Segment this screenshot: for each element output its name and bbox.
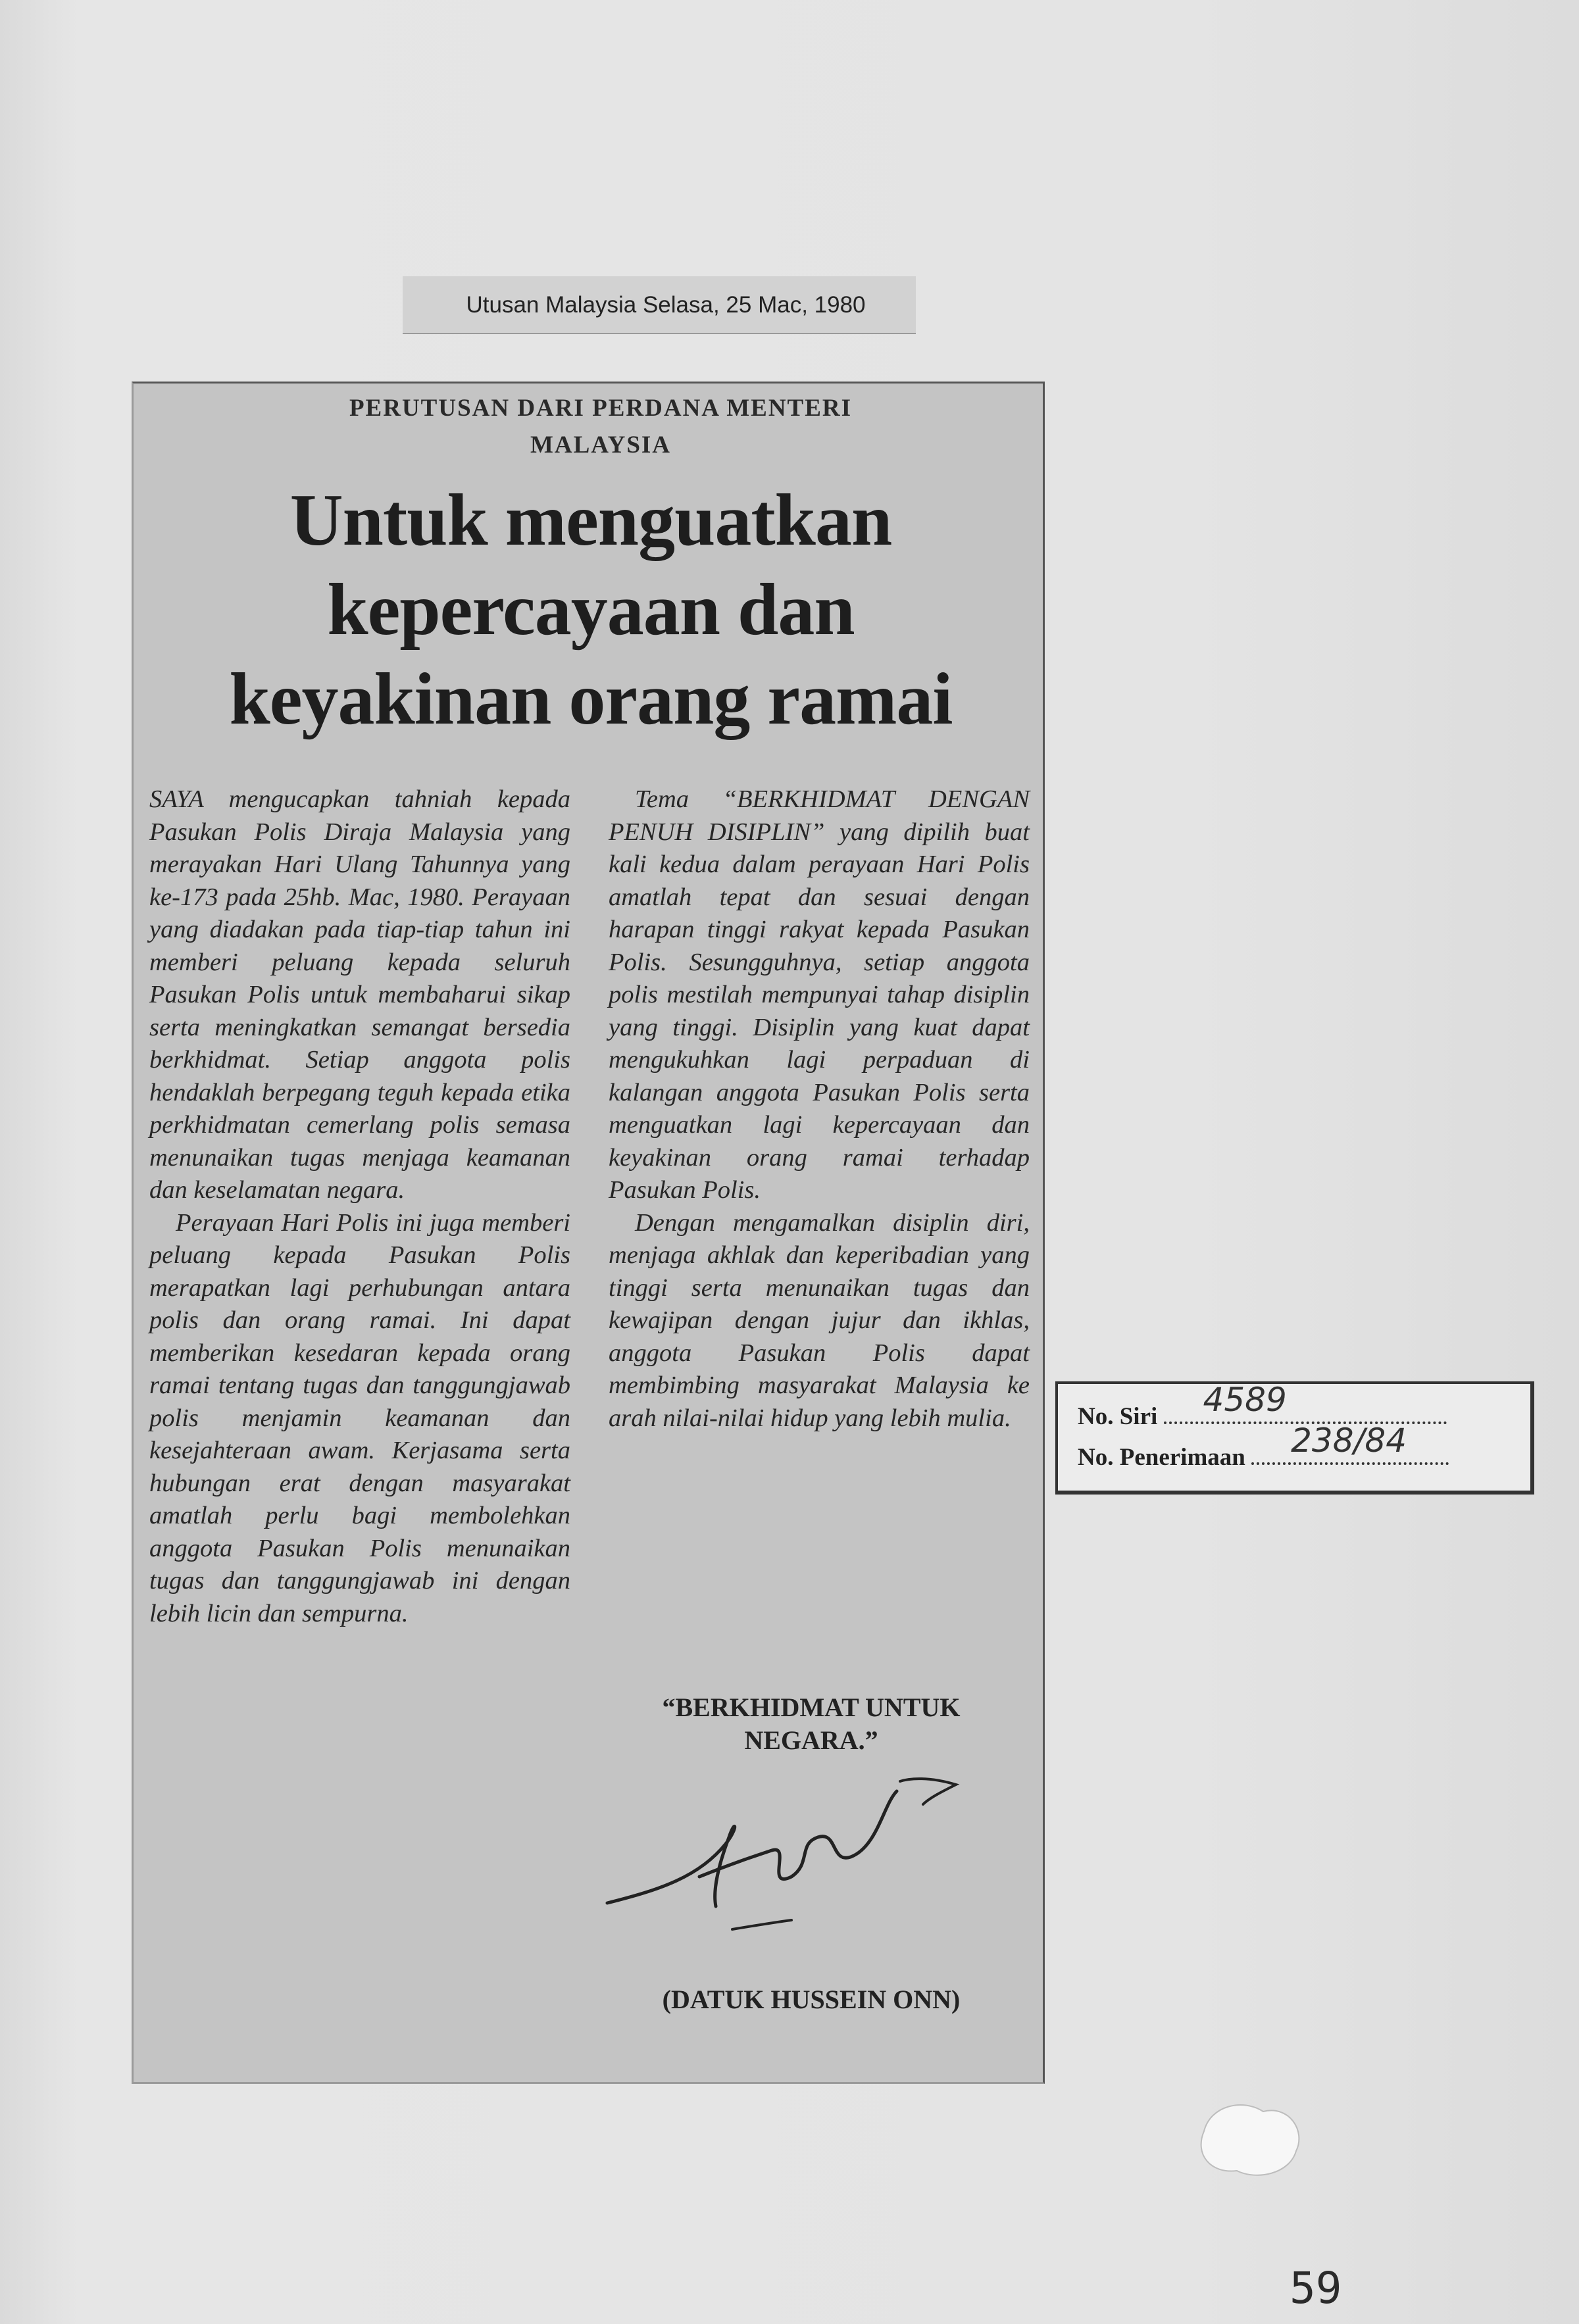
- article-headline: [173, 476, 1009, 744]
- receipt-row: [1078, 1422, 1449, 1471]
- headline-line: kepercayaan dan: [327, 569, 855, 651]
- kicker-line: MALAYSIA: [530, 432, 672, 458]
- article-paragraph: Dengan mengamalkan disiplin diri, menjaga akhlak dan keperibadian yang tinggi serta menunaikan tugas dan kewajipan dengan jujur dan ikhlas, anggota Pasukan Polis dapat membimbing masyarakat Malaysia ke arah nilai-nilai hidup yang lebih mulia.: [609, 1208, 1030, 1432]
- motto-line: “BERKHIDMAT UNTUK: [662, 1693, 961, 1722]
- headline-line: Untuk menguatkan: [289, 480, 892, 561]
- serial-value: 4589: [1203, 1381, 1287, 1419]
- newspaper-source-label: Utusan Malaysia Selasa, 25 Mac, 1980: [403, 276, 916, 334]
- article-paragraph: Tema “BERKHIDMAT DENGAN PENUH DISIPLIN” yang dipilih buat kali kedua dalam perayaan Hari Polis amatlah tepat dan sesuai dengan harapan tinggi rakyat kepada Pasukan Polis. Sesungguhnya, setiap anggota polis mestilah mempunyai tahap disiplin yang tinggi. Disiplin yang kuat dapat mengukuhkan lagi perpaduan di kalangan anggota Pasukan Polis serta menguatkan lagi kepercayaan dan keyakinan orang ramai terhadap Pasukan Polis.: [609, 785, 1030, 1204]
- receipt-dotted-line: [1251, 1422, 1449, 1465]
- article-paragraph: SAYA mengucapkan tahniah kepada Pasukan Polis Diraja Malaysia yang merayakan Hari Ulang Tahunnya yang ke-173 pada 25hb. Mac, 1980. Perayaan yang diadakan pada tiap-tiap tahun ini memberi peluang kepada seluruh Pasukan Polis untuk membaharui sikap serta meningkatkan semangat bersedia berkhidmat. Setiap anggota polis hendaklah berpegang teguh kepada etika perkhidmatan cemerlang polis semasa menunaikan tugas menjaga keamanan dan keselamatan negara.: [149, 785, 570, 1204]
- receipt-label: No. Penerimaan: [1078, 1444, 1245, 1471]
- registry-stamp: [1055, 1381, 1534, 1495]
- article-column-right: [609, 783, 1030, 1435]
- motto-line: NEGARA.”: [744, 1725, 878, 1755]
- kicker-line: PERUTUSAN DARI PERDANA MENTERI: [349, 395, 853, 422]
- article-column-left: [149, 783, 570, 1630]
- article-paragraph: Perayaan Hari Polis ini juga memberi peluang kepada Pasukan Polis merapatkan lagi perhubungan antara polis dan orang ramai. Ini dapat memberikan kesedaran kepada orang ramai tentang tugas dan tanggungjawab polis menjamin keamanan dan kesejahteraan awam. Kerjasama serta hubungan erat dengan masyarakat amatlah perlu bagi membolehkan anggota Pasukan Polis menunaikan tugas dan tanggungjawab ini dengan lebih licin dan sempurna.: [149, 1208, 570, 1627]
- receipt-value: 238/84: [1291, 1422, 1407, 1460]
- newspaper-clipping: [132, 382, 1045, 2084]
- headline-line: keyakinan orang ramai: [229, 658, 953, 740]
- handwritten-signature: [601, 1765, 969, 1936]
- signer-name: (DATUK HUSSEIN ONN): [662, 1985, 961, 2014]
- closing-motto: [594, 1691, 1028, 1757]
- serial-label: No. Siri: [1078, 1403, 1158, 1430]
- paper-stain: [1191, 2092, 1309, 2184]
- article-kicker: [285, 390, 916, 464]
- page-number: 59: [1290, 2263, 1342, 2313]
